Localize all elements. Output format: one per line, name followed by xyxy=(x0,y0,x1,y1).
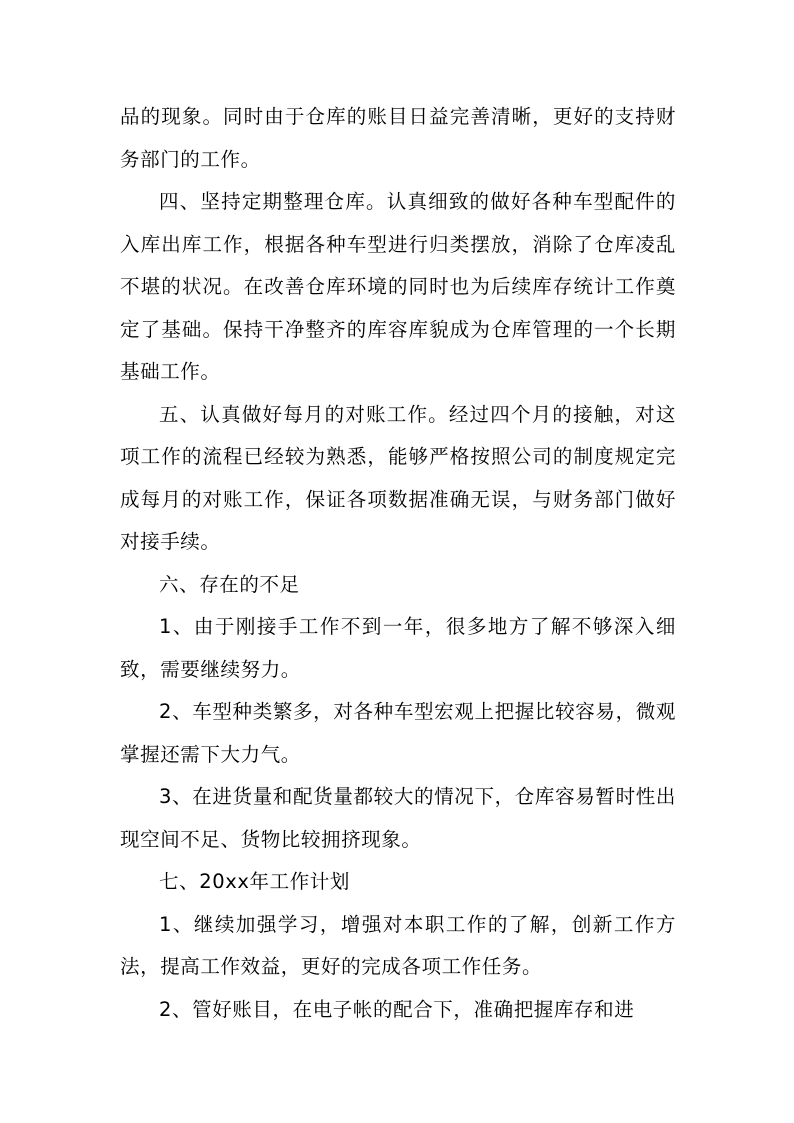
document-body xyxy=(120,96,676,1031)
heading-section-seven: 七、20xx年工作计划 xyxy=(159,870,350,893)
paragraph-shortcoming-2: 2、车型种类繁多，对各种车型宏观上把握比较容易，微观掌握还需下大力气。 xyxy=(120,700,676,766)
heading-section-six: 六、存在的不足 xyxy=(159,572,300,596)
paragraph-shortcoming-1: 1、由于刚接手工作不到一年，很多地方了解不够深入细致，需要继续努力。 xyxy=(120,615,676,681)
paragraph-plan-2: 2、管好账目，在电子帐的配合下，准确把握库存和进 xyxy=(159,997,635,1021)
paragraph-continuation: 品的现象。同时由于仓库的账目日益完善清晰，更好的支持财务部门的工作。 xyxy=(120,105,676,171)
paragraph-shortcoming-3: 3、在进货量和配货量都较大的情况下，仓库容易暂时性出现空间不足、货物比较拥挤现象。 xyxy=(120,785,676,851)
paragraph-section-five: 五、认真做好每月的对账工作。经过四个月的接触，对这项工作的流程已经较为熟悉，能够严格按照公司的制度规定完成每月的对账工作，保证各项数据准确无误，与财务部门做好对接手续。 xyxy=(120,402,676,553)
paragraph-section-four: 四、坚持定期整理仓库。认真细致的做好各种车型配件的入库出库工作，根据各种车型进行归类摆放，消除了仓库凌乱不堪的状况。在改善仓库环境的同时也为后续库存统计工作奠定了基础。保持干净整齐的库容库貌成为仓库管理的一个长期基础工作。 xyxy=(120,190,676,383)
paragraph-plan-1: 1、继续加强学习，增强对本职工作的了解，创新工作方法，提高工作效益，更好的完成各项工作任务。 xyxy=(120,912,676,978)
